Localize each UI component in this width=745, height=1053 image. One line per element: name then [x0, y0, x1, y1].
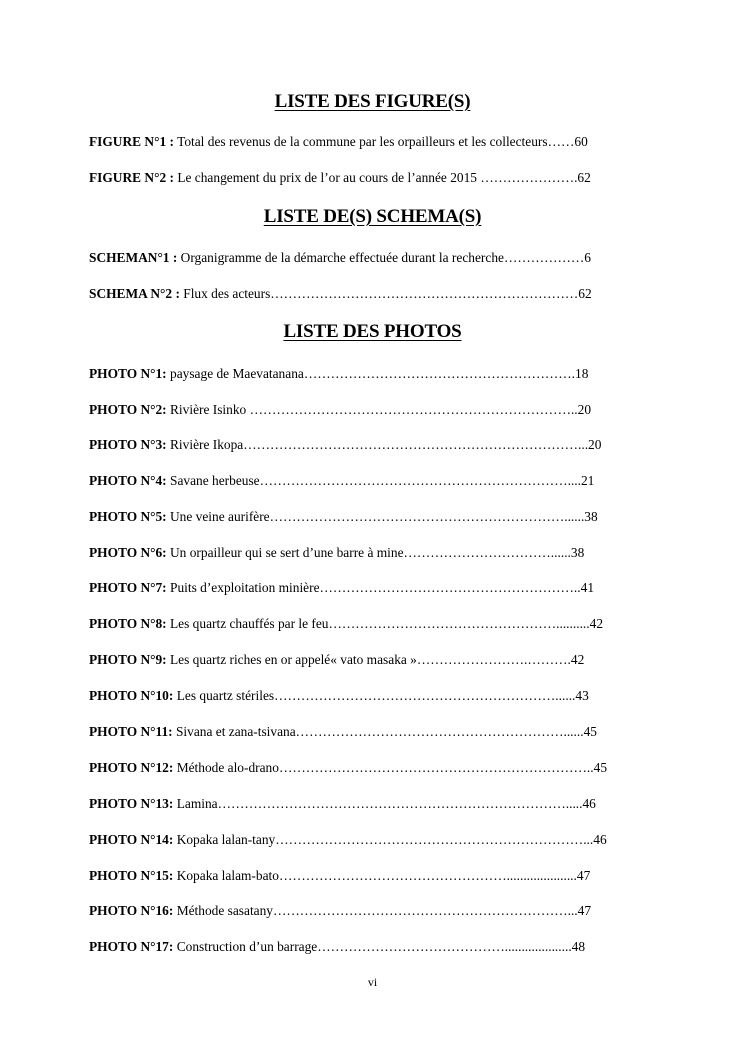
- photo-entry: [89, 939, 585, 955]
- entry-text: Les quartz riches en or appelé« vato masaka »…………………….……….42: [166, 652, 585, 667]
- figure-entry: [89, 170, 591, 186]
- entry-text: Les quartz chauffés par le feu……………………………………………..........42: [166, 616, 604, 631]
- entry-text: Kopaka lalan-tany……………………………………………………………...46: [173, 832, 607, 847]
- photo-entry: [89, 616, 603, 632]
- entry-text: Un orpailleur qui se sert d’une barre à mine……………………………......38: [166, 545, 585, 560]
- entry-label: PHOTO N°7:: [89, 580, 167, 595]
- entry-text: Flux des acteurs……………………………………………………………62: [179, 286, 592, 301]
- schema-entry: [89, 286, 592, 302]
- photo-entry: [89, 688, 589, 704]
- photo-entry: [89, 868, 590, 884]
- entry-text: Rivière Isinko ………………………………………………………………..20: [166, 402, 592, 417]
- photo-entry: [89, 545, 584, 561]
- entry-text: Construction d’un barrage……………………………………....................48: [173, 939, 586, 954]
- entry-label: PHOTO N°1:: [89, 366, 167, 381]
- entry-text: Le changement du prix de l’or au cours de l’année 2015 ………………….62: [173, 170, 591, 185]
- entry-label: PHOTO N°4:: [89, 473, 167, 488]
- entry-label: FIGURE N°1 :: [89, 134, 174, 149]
- entry-text: Méthode sasatany…………………………………………………………...47: [173, 903, 592, 918]
- entry-text: Organigramme de la démarche effectuée durant la recherche………………6: [177, 250, 591, 265]
- figure-entry: [89, 134, 588, 150]
- entry-label: PHOTO N°10:: [89, 688, 174, 703]
- entry-text: Total des revenus de la commune par les orpailleurs et les collecteurs……60: [173, 134, 588, 149]
- photo-entry: [89, 796, 596, 812]
- entry-text: Kopaka lalam-bato…………………………………………….....................47: [173, 868, 591, 883]
- entry-text: Méthode alo-drano……………………………………………………………..45: [173, 760, 608, 775]
- photo-entry: [89, 437, 601, 453]
- figures-heading: LISTE DES FIGURE(S): [274, 91, 471, 112]
- entry-label: SCHEMA N°2 :: [89, 286, 180, 301]
- entry-text: Rivière Ikopa…………………………………………………………………...20: [166, 437, 602, 452]
- entry-label: SCHEMAN°1 :: [89, 250, 178, 265]
- entry-label: PHOTO N°11:: [89, 724, 173, 739]
- photo-entry: [89, 473, 594, 489]
- photo-entry: [89, 366, 588, 382]
- photo-entry: [89, 509, 598, 525]
- entry-label: PHOTO N°16:: [89, 903, 174, 918]
- page-number: vi: [367, 975, 378, 989]
- entry-label: PHOTO N°2:: [89, 402, 167, 417]
- entry-label: PHOTO N°13:: [89, 796, 174, 811]
- entry-label: PHOTO N°17:: [89, 939, 174, 954]
- photos-heading: LISTE DES PHOTOS: [283, 321, 462, 342]
- entry-text: Puits d’exploitation minière…………………………………………………..41: [166, 580, 595, 595]
- entry-label: PHOTO N°14:: [89, 832, 174, 847]
- photo-entry: [89, 832, 607, 848]
- schema-entry: [89, 250, 591, 266]
- entry-label: PHOTO N°15:: [89, 868, 174, 883]
- entry-text: Les quartz stériles………………………………………………………......43: [173, 688, 589, 703]
- photo-entry: [89, 724, 597, 740]
- entry-text: Lamina…………………………………………………………………….....46: [173, 796, 596, 811]
- photo-entry: [89, 652, 584, 668]
- photo-entry: [89, 903, 591, 919]
- photo-entry: [89, 580, 594, 596]
- photo-entry: [89, 402, 591, 418]
- schemas-heading: LISTE DE(S) SCHEMA(S): [263, 206, 482, 227]
- entry-text: paysage de Maevatanana…………………………………………………….18: [166, 366, 589, 381]
- entry-label: FIGURE N°2 :: [89, 170, 174, 185]
- entry-label: PHOTO N°9:: [89, 652, 167, 667]
- entry-label: PHOTO N°12:: [89, 760, 174, 775]
- entry-text: Une veine aurifère…………………………………………………………......38: [166, 509, 598, 524]
- entry-label: PHOTO N°3:: [89, 437, 167, 452]
- entry-label: PHOTO N°5:: [89, 509, 167, 524]
- entry-label: PHOTO N°6:: [89, 545, 167, 560]
- entry-text: Savane herbeuse……………………………………………………………....21: [166, 473, 595, 488]
- photo-entry: [89, 760, 607, 776]
- entry-label: PHOTO N°8:: [89, 616, 167, 631]
- entry-text: Sivana et zana-tsivana……………………………………………………......45: [172, 724, 597, 739]
